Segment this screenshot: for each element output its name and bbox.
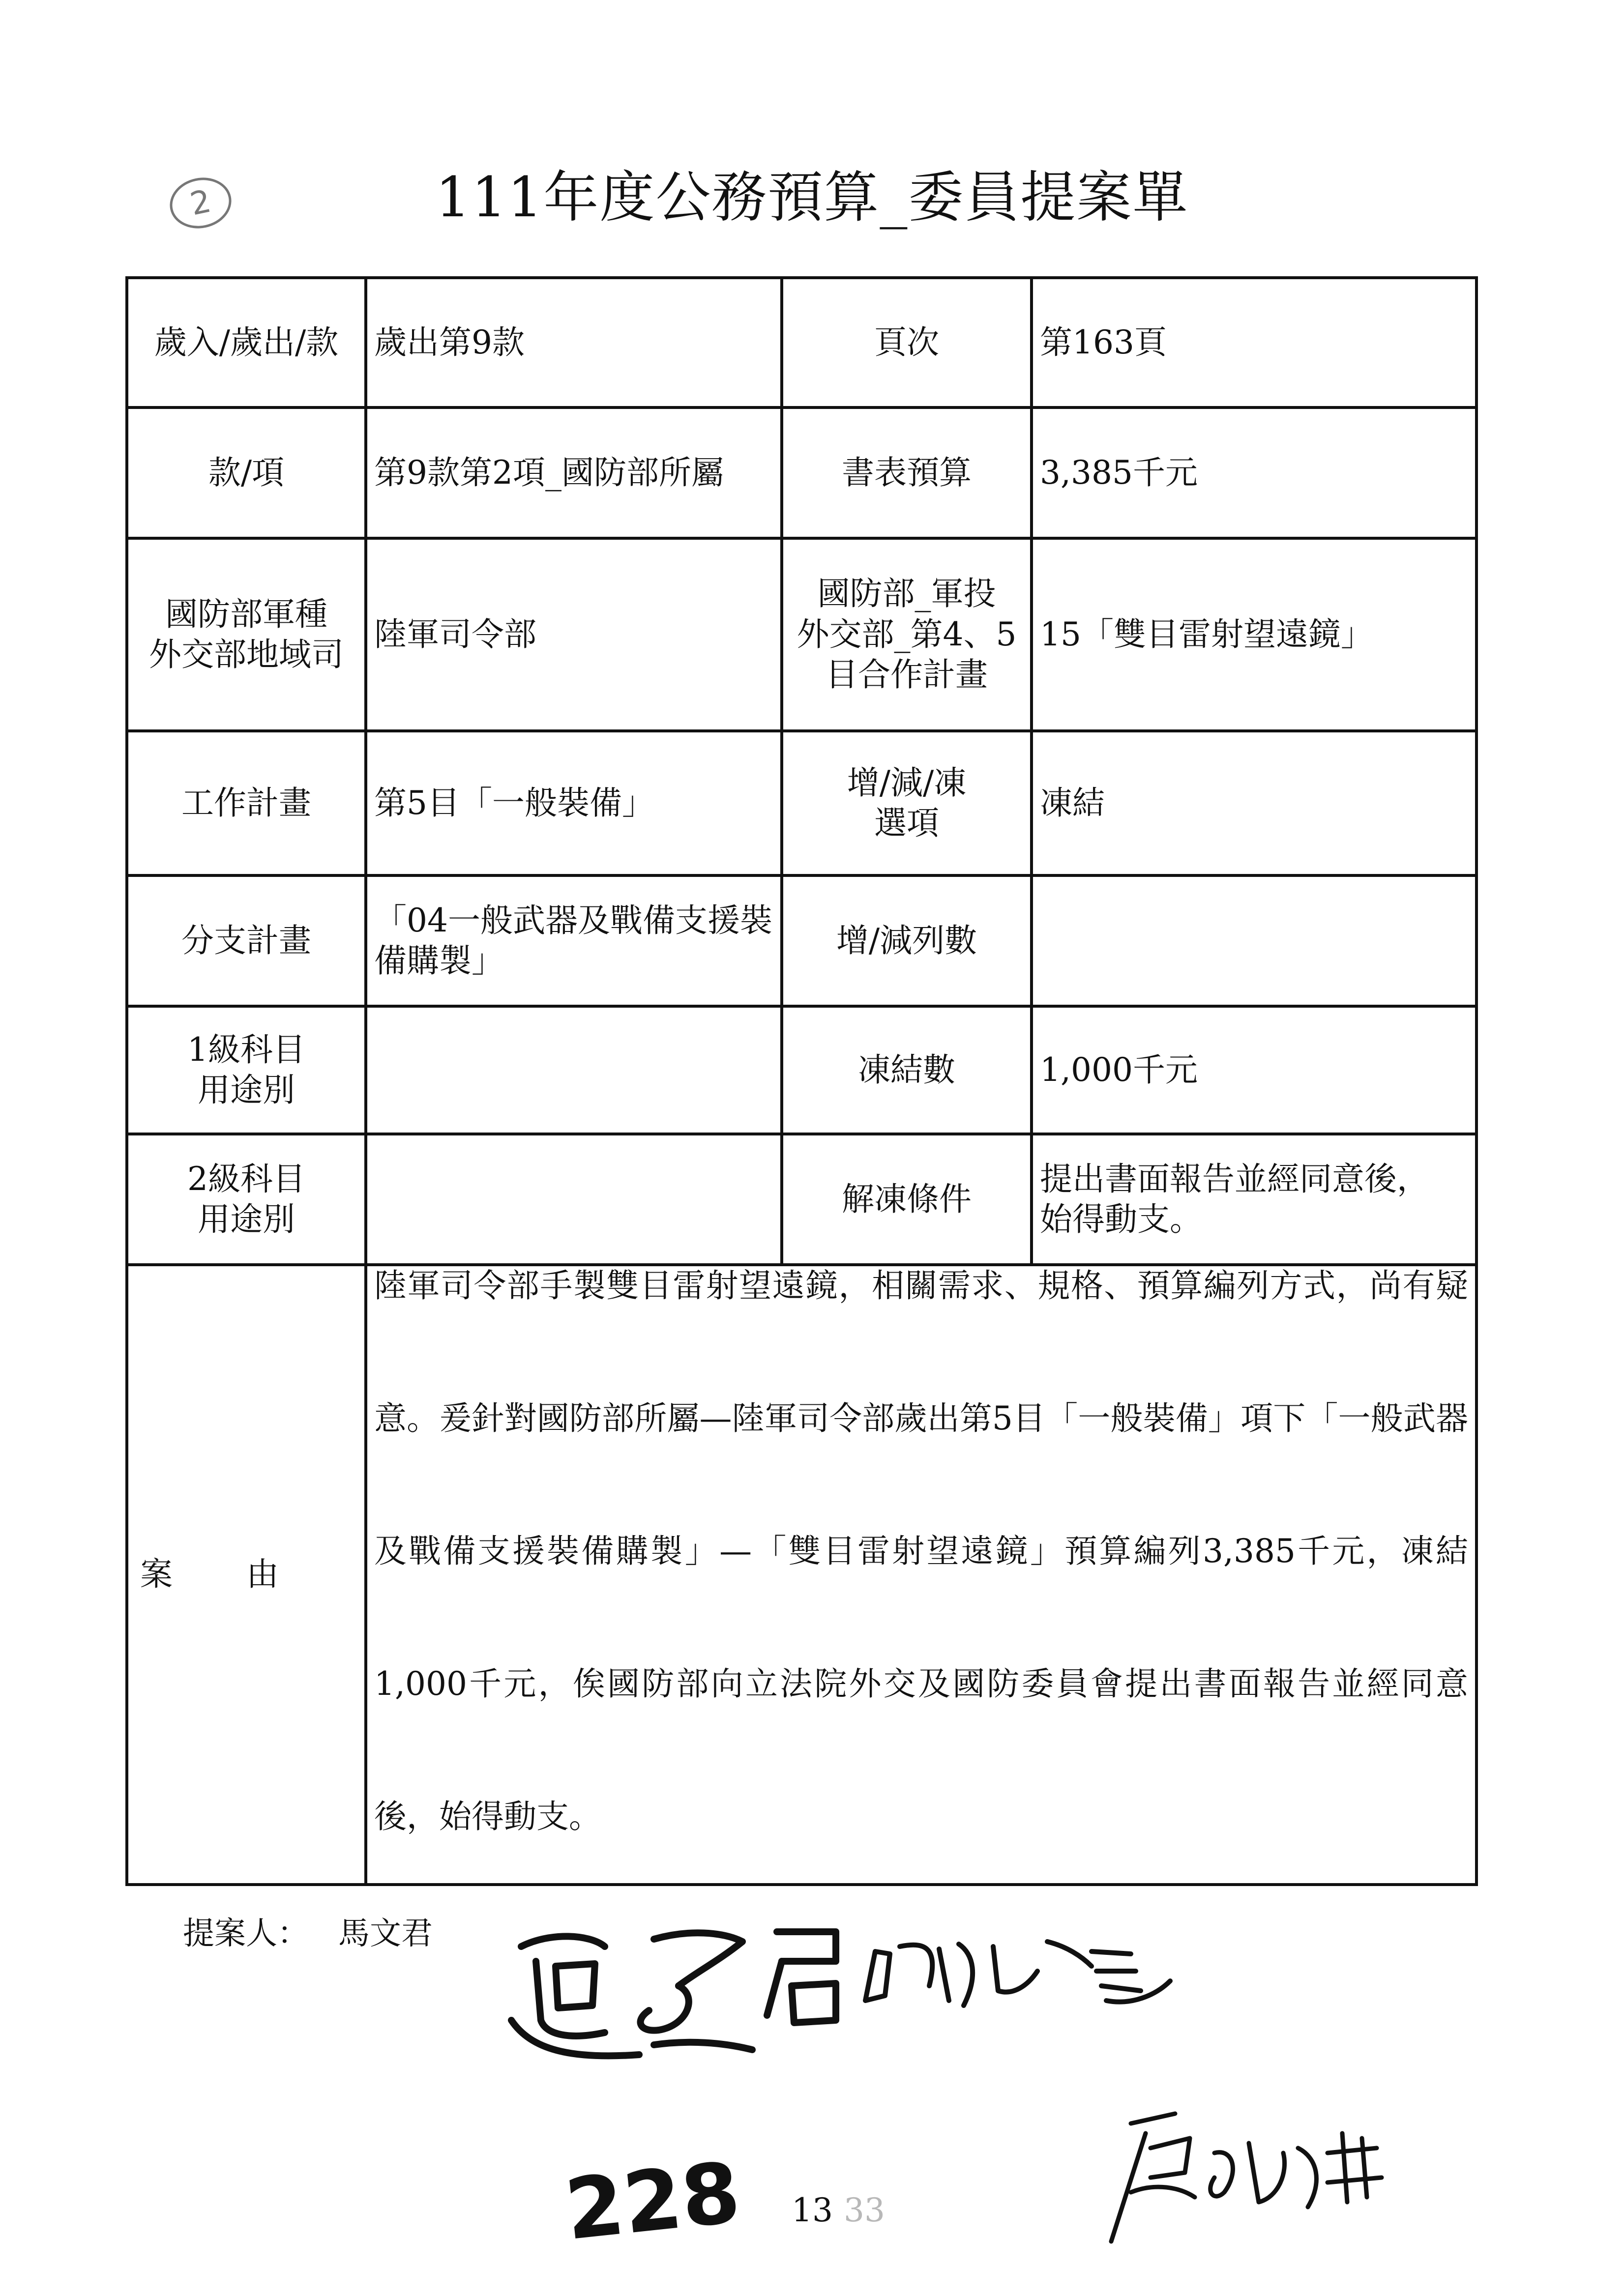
- label-line: 國防部軍種: [165, 595, 327, 633]
- reason-text: 陸軍司令部手製雙目雷射望遠鏡，相關需求、規格、預算編列方式，尚有疑意。爰針對國防部所屬—陸軍司令部歲出第5目「一般裝備」項下「一般武器及戰備支援裝備購製」—「雙目雷射望遠鏡」預算編列3,385千元，凍結1,000千元，俟國防部向立法院外交及國防委員會提出書面報告並經同意後，始得動支。: [374, 1267, 1468, 1835]
- reason-label: 案由: [127, 1265, 366, 1885]
- label-line: 外交部_第4、5: [797, 615, 1017, 653]
- cell-label: 分支計畫: [127, 875, 366, 1006]
- cell-label: 工作計畫: [127, 731, 366, 875]
- cell-value: 第9款第2項_國防部所屬: [366, 407, 782, 538]
- handwritten-number: 228: [561, 2144, 745, 2260]
- cell-label: 頁次: [782, 278, 1032, 407]
- value-line: 提出書面報告並經同意後，: [1040, 1160, 1429, 1198]
- value-line: 始得動支。: [1040, 1200, 1202, 1238]
- cell-value: 歲出第9款: [366, 278, 782, 407]
- page-number: [792, 2191, 885, 2229]
- label-line: 目合作計畫: [826, 656, 988, 694]
- signature-2: [865, 1942, 1170, 2005]
- cell-label: 款/項: [127, 407, 366, 538]
- cell-value: 陸軍司令部: [366, 538, 782, 731]
- corner-mark-text: 2: [187, 183, 214, 223]
- proposer-label: 提案人：: [183, 1916, 309, 1952]
- label-line: 增/減/凍: [847, 763, 967, 802]
- signature-1: [511, 1932, 836, 2056]
- cell-value: 第5目「一般裝備」: [366, 731, 782, 875]
- proposer-name: 馬文君: [338, 1916, 433, 1952]
- cell-label: 解凍條件: [782, 1134, 1032, 1265]
- label-line: 1級科目: [187, 1030, 305, 1069]
- cell-label: 凍結數: [782, 1006, 1032, 1134]
- cell-value: 凍結: [1032, 731, 1476, 875]
- cell-label: 增/減列數: [782, 875, 1032, 1006]
- value-line: 備購製」: [374, 942, 504, 980]
- label-line: 選項: [874, 804, 939, 842]
- label-line: 2級科目: [187, 1160, 305, 1198]
- label-line: 外交部地域司: [149, 636, 344, 673]
- cell-label: 書表預算: [782, 407, 1032, 538]
- label-line: 用途別: [198, 1200, 295, 1238]
- label-line: 用途別: [198, 1071, 295, 1109]
- page-title: 111年度公務預算_委員提案單: [435, 166, 1189, 230]
- label-line: 國防部_軍投: [817, 575, 996, 613]
- cell-value: 15「雙目雷射望遠鏡」: [1032, 538, 1476, 731]
- cell-value: 3,385千元: [1032, 407, 1476, 538]
- signature-3: [1111, 2114, 1382, 2241]
- cell-value: 第163頁: [1032, 278, 1476, 407]
- cell-value: 1,000千元: [1032, 1006, 1476, 1134]
- cell-label: 歲入/歲出/款: [127, 278, 366, 407]
- value-line: 「04一般武器及戰備支援裝: [374, 901, 772, 939]
- page-number-faint: 33: [843, 2191, 885, 2229]
- page-number-main: 13: [792, 2191, 833, 2229]
